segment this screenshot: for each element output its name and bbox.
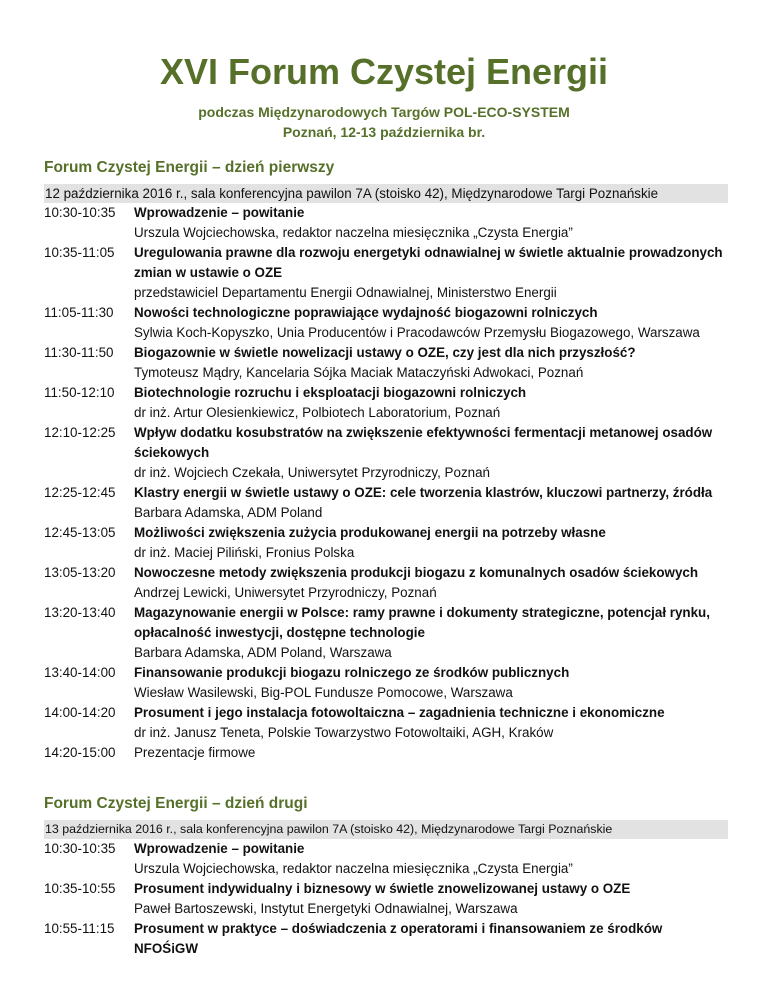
agenda-item	[44, 919, 728, 959]
agenda-topic: Magazynowanie energii w Polsce: ramy prawne i dokumenty strategiczne, potencjał rynku, opłacalność inwestycji, dostępne technologie	[134, 605, 710, 640]
agenda-item	[44, 703, 728, 743]
agenda-time: 11:30-11:50	[44, 345, 114, 360]
agenda-speaker: przedstawiciel Departamentu Energii Odnawialnej, Ministerstwo Energii	[134, 285, 557, 300]
agenda-time: 11:50-12:10	[44, 385, 115, 400]
agenda-item	[44, 423, 728, 483]
agenda-topic: Wprowadzenie – powitanie	[134, 205, 305, 220]
day-one-heading: Forum Czystej Energii – dzień pierwszy	[44, 159, 335, 176]
agenda-topic: Wpływ dodatku kosubstratów na zwiększenie efektywności fermentacji metanowej osadów ściekowych	[134, 425, 713, 460]
agenda-topic: Finansowanie produkcji biogazu rolniczego ze środków publicznych	[134, 665, 570, 680]
agenda-time: 12:45-13:05	[44, 525, 116, 540]
agenda-topic: Biotechnologie rozruchu i eksploatacji biogazowni rolniczych	[134, 385, 527, 400]
agenda-speaker: Urszula Wojciechowska, redaktor naczelna miesięcznika „Czysta Energia”	[134, 861, 573, 876]
agenda-item	[44, 303, 728, 343]
agenda-topic: Nowoczesne metody zwiększenia produkcji biogazu z komunalnych osadów ściekowych	[134, 565, 699, 580]
agenda-item	[44, 483, 728, 523]
agenda-item	[44, 879, 728, 919]
agenda-item	[44, 603, 728, 663]
agenda-item	[44, 243, 728, 303]
agenda-time: 13:40-14:00	[44, 665, 116, 680]
agenda-time: 10:35-10:55	[44, 881, 116, 896]
agenda-speaker: Barbara Adamska, ADM Poland	[134, 505, 323, 520]
agenda-item	[44, 203, 728, 243]
agenda-speaker: Sylwia Koch-Kopyszko, Unia Producentów i Pracodawców Przemysłu Biogazowego, Warszawa	[134, 325, 700, 340]
agenda-topic: Prosument w praktyce – doświadczenia z operatorami i finansowaniem ze środków NFOŚiGW	[134, 921, 663, 956]
agenda-time: 13:20-13:40	[44, 605, 116, 620]
agenda-item	[44, 743, 728, 763]
agenda-item	[44, 523, 728, 563]
agenda-speaker: Wiesław Wasilewski, Big-POL Fundusze Pomocowe, Warszawa	[134, 685, 513, 700]
agenda-topic: Nowości technologiczne poprawiające wydajność biogazowni rolniczych	[134, 305, 598, 320]
agenda-speaker: dr inż. Artur Olesienkiewicz, Polbiotech Laboratorium, Poznań	[134, 405, 501, 420]
agenda-time: 13:05-13:20	[44, 565, 116, 580]
day-two-venue: 13 października 2016 r., sala konferencyjna pawilon 7A (stoisko 42), Międzynarodowe Targi Poznańskie	[44, 820, 728, 839]
agenda-speaker: dr inż. Maciej Piliński, Fronius Polska	[134, 545, 355, 560]
agenda-speaker: Paweł Bartoszewski, Instytut Energetyki Odnawialnej, Warszawa	[134, 901, 518, 916]
agenda-topic: Prezentacje firmowe	[134, 745, 256, 760]
agenda-time: 14:20-15:00	[44, 745, 116, 760]
agenda-item	[44, 663, 728, 703]
agenda-time: 12:10-12:25	[44, 425, 116, 440]
agenda-time: 12:25-12:45	[44, 485, 116, 500]
agenda-speaker: Urszula Wojciechowska, redaktor naczelna miesięcznika „Czysta Energia”	[134, 225, 573, 240]
agenda-time: 10:55-11:15	[44, 921, 115, 936]
agenda-time: 14:00-14:20	[44, 705, 116, 720]
agenda-item	[44, 343, 728, 383]
agenda-item	[44, 563, 728, 603]
page-title: XVI Forum Czystej Energii	[159, 51, 609, 92]
agenda-topic: Prosument i jego instalacja fotowoltaiczna – zagadnienia techniczne i ekonomiczne	[134, 705, 665, 720]
day-two-section	[44, 792, 728, 959]
agenda-time: 10:30-10:35	[44, 205, 116, 220]
subtitle-event: podczas Międzynarodowych Targów POL-ECO-SYSTEM	[198, 104, 570, 120]
agenda-speaker: dr inż. Wojciech Czekała, Uniwersytet Przyrodniczy, Poznań	[134, 465, 490, 480]
day-one-venue: 12 października 2016 r., sala konferencyjna pawilon 7A (stoisko 42), Międzynarodowe Targi Poznańskie	[44, 184, 728, 203]
subtitle-date: Poznań, 12-13 października br.	[282, 124, 486, 140]
agenda-topic: Uregulowania prawne dla rozwoju energetyki odnawialnej w świetle aktualnie prowadzonych zmian w ustawie o OZE	[134, 245, 723, 280]
agenda-topic: Wprowadzenie – powitanie	[134, 841, 305, 856]
agenda-speaker: Barbara Adamska, ADM Poland, Warszawa	[134, 645, 392, 660]
day-one-section	[44, 156, 728, 763]
agenda-topic: Klastry energii w świetle ustawy o OZE: cele tworzenia klastrów, kluczowi partnerzy, źródła	[134, 485, 713, 500]
agenda-speaker: Tymoteusz Mądry, Kancelaria Sójka Maciak Mataczyński Adwokaci, Poznań	[134, 365, 584, 380]
agenda-topic: Biogazownie w świetle nowelizacji ustawy o OZE, czy jest dla nich przyszłość?	[134, 345, 636, 360]
agenda-item	[44, 839, 728, 879]
agenda-topic: Możliwości zwiększenia zużycia produkowanej energii na potrzeby własne	[134, 525, 606, 540]
agenda-speaker: dr inż. Janusz Teneta, Polskie Towarzystwo Fotowoltaiki, AGH, Kraków	[134, 725, 554, 740]
agenda-time: 10:30-10:35	[44, 841, 116, 856]
agenda-time: 10:35-11:05	[44, 245, 115, 260]
day-two-heading: Forum Czystej Energii – dzień drugi	[44, 795, 308, 812]
agenda-time: 11:05-11:30	[44, 305, 114, 320]
agenda-speaker: Andrzej Lewicki, Uniwersytet Przyrodniczy, Poznań	[134, 585, 437, 600]
agenda-item	[44, 383, 728, 423]
agenda-topic: Prosument indywidualny i biznesowy w świetle znowelizowanej ustawy o OZE	[134, 881, 631, 896]
